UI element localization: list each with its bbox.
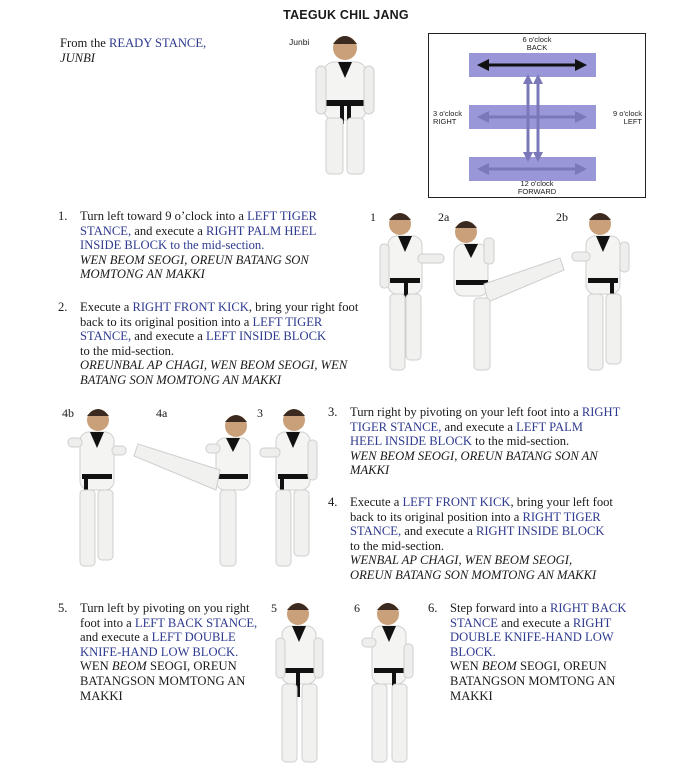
step-1: 1. Turn left toward 9 o’clock into a LEFT TIGER STANCE, and execute a RIGHT PALM HEEL INSIDE BLOCK to the mid-section. WEN BEOM SEOGI, OREUN BATANG SON MOMTONG AN MAKKI — [58, 209, 317, 282]
step-2: 2. Execute a RIGHT FRONT KICK, bring your right foot back to its original position into a LEFT TIGER STANCE, and execute a LEFT INSIDE BLOCK to the mid-section. OREUNBAL AP CHAGI, WEN BEOM SEOGI, WEN BATANG SON MOMTONG AN MAKKI — [58, 300, 359, 387]
step-4: 4. Execute a LEFT FRONT KICK, bring your left foot back to its original position into a RIGHT TIGER STANCE, and execute a RIGHT INSIDE BLOCK to the mid-section. WENBAL AP CHAGI, WEN BEOM SEOGI, OREUN BATANG SON MOMTONG AN MAKKI — [328, 495, 613, 582]
figure-step-4a — [128, 410, 258, 572]
intro-romanized: JUNBI — [60, 50, 95, 65]
figure-step-1 — [378, 208, 446, 376]
photo-label-3: 3 — [257, 406, 263, 420]
diagram-right-label: 9 o'clock LEFT — [613, 109, 642, 126]
photo-label-2b: 2b — [556, 210, 568, 224]
diagram-bottom-label: 12 o'clock FORWARD — [517, 179, 557, 196]
intro-text — [60, 36, 206, 65]
step-3: 3. Turn right by pivoting on your left foot into a RIGHT TIGER STANCE, and execute a LEFT PALM HEEL INSIDE BLOCK to the mid-section. WEN BEOM SEOGI, OREUN BATANG SON AN MAKKI — [328, 405, 621, 478]
diagram-left-label: 3 o'clock RIGHT — [433, 109, 462, 126]
direction-diagram — [428, 33, 646, 198]
photo-label-5: 5 — [271, 601, 277, 615]
figure-step-2b — [568, 208, 638, 376]
photo-label-1: 1 — [370, 210, 376, 224]
page-title: TAEGUK CHIL JANG — [283, 8, 409, 22]
step-5: 5. Turn left by pivoting on you right foot into a LEFT BACK STANCE, and execute a LEFT DOUBLE KNIFE-HAND LOW BLOCK. WEN BEOM SEOGI, OREUN BATANGSON MOMTONG AN MAKKI — [58, 601, 258, 703]
figure-step-2a — [448, 218, 568, 376]
diagram-top-label: 6 o'clock BACK — [522, 35, 552, 52]
photo-label-4b: 4b — [62, 406, 74, 420]
intro-highlight: READY STANCE, — [108, 36, 207, 50]
intro-prefix: From the — [60, 36, 109, 50]
junbi-label: Junbi — [289, 37, 310, 47]
step-6: 6. Step forward into a RIGHT BACK STANCE and execute a RIGHT DOUBLE KNIFE-HAND LOW BLOCK. WEN BEOM SEOGI, OREUN BATANGSON MOMTONG AN MAKKI — [428, 601, 627, 703]
figure-step-6 — [356, 598, 426, 768]
figure-step-4b — [62, 404, 132, 572]
photo-label-4a: 4a — [156, 406, 168, 420]
figure-step-5 — [268, 598, 338, 768]
figure-step-3 — [256, 404, 322, 572]
junbi-figure — [300, 30, 390, 180]
photo-label-2a: 2a — [438, 210, 450, 224]
photo-label-6: 6 — [354, 601, 360, 615]
